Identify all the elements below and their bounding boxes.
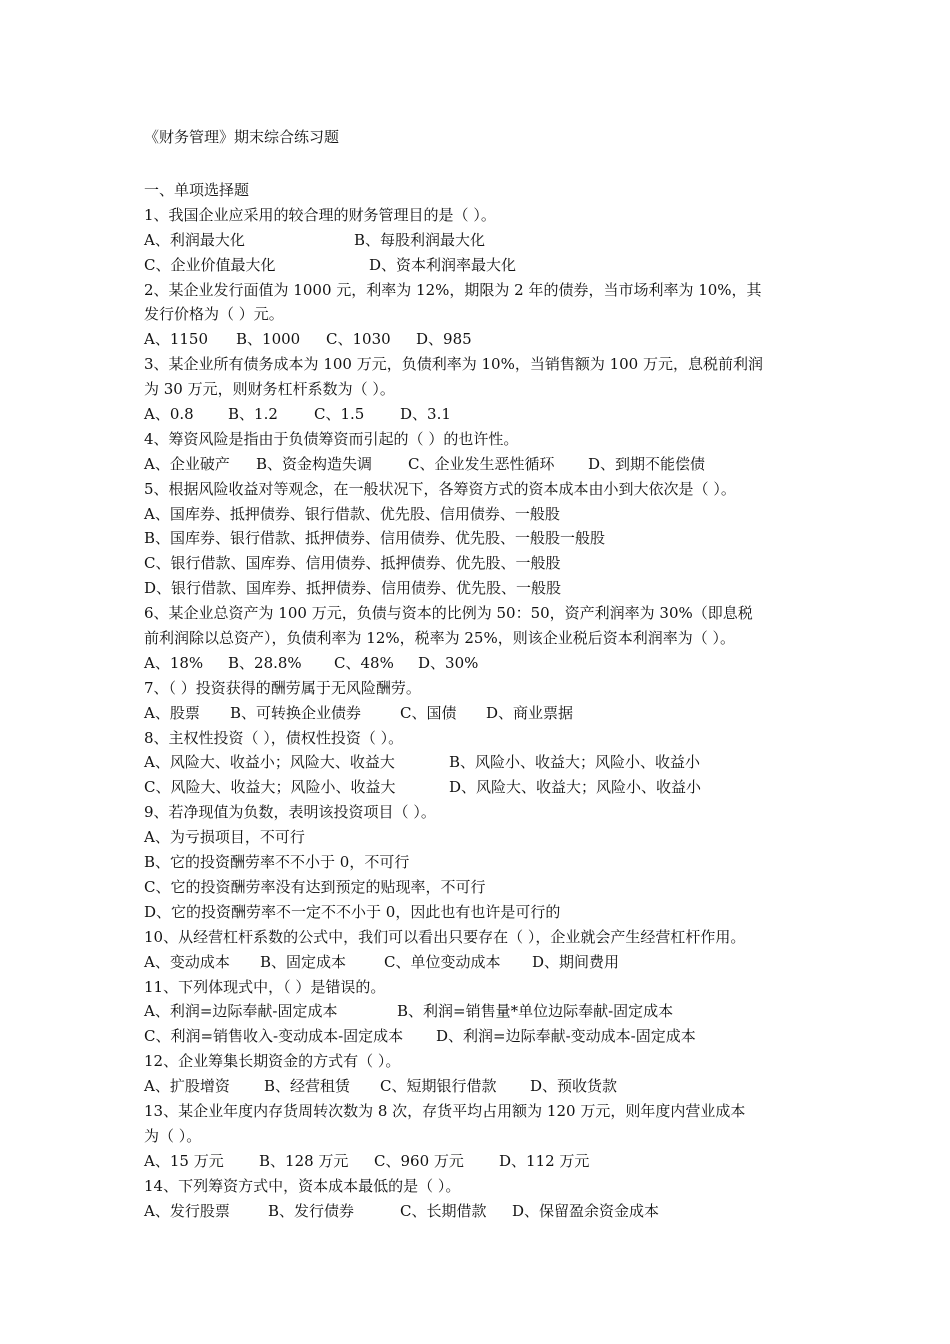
question-5-option-c: C、银行借款、国库券、信用债券、抵押债券、优先股、一般股 [144,554,561,573]
question-8-options-row-1 [144,750,824,775]
question-12-option-c: C、短期银行借款 [380,1077,497,1096]
question-14-option-d: D、保留盈余资金成本 [512,1201,660,1220]
question-3-option-d: D、3.1 [400,405,451,424]
question-8-options-row-2 [144,775,824,800]
question-9-option-d: D、它的投资酬劳率不一定不不小于 0，因此也有也许是可行的 [144,902,561,921]
question-11-option-a: A、利润=边际奉献-固定成本 [144,1002,338,1021]
question-6-option-a: A、18% [144,653,204,672]
question-9-option-c: C、它的投资酬劳率没有达到预定的贴现率，不可行 [144,877,486,896]
question-7-option-b: B、可转换企业债券 [230,703,362,722]
question-5-option-b: B、国库券、银行借款、抵押债券、信用债券、优先股、一般股一般股 [144,529,606,548]
question-9-option-a: A、为亏损项目，不可行 [144,828,305,847]
question-8-option-b: B、风险小、收益大；风险小、收益小 [449,753,701,772]
question-6-option-d: D、30% [418,653,479,672]
question-10-option-d: D、期间费用 [532,952,620,971]
question-4-options [144,452,824,477]
question-10-options [144,950,824,975]
question-1-options-row-1 [144,228,824,253]
question-13-stem-line-1: 13、某企业年度内存货周转次数为 8 次，存货平均占用额为 120 万元，则年度内营业成本 [144,1101,746,1120]
question-9-option-b: B、它的投资酬劳率不不小于 0，不可行 [144,853,410,872]
question-6-option-b: B、28.8% [228,653,302,672]
question-14-options [144,1199,824,1224]
question-1-option-c: C、企业价值最大化 [144,255,276,274]
question-3-options [144,402,824,427]
question-13-option-d: D、112 万元 [499,1151,590,1170]
question-2-stem-line-1: 2、某企业发行面值为 1000 元，利率为 12%，期限为 2 年的债券，当市场利率为 10%，其 [144,280,762,299]
question-10-option-a: A、变动成本 [144,952,230,971]
question-3-option-a: A、0.8 [144,405,194,424]
question-11-option-b: B、利润=销售量*单位边际奉献-固定成本 [397,1002,674,1021]
question-1-option-d: D、资本利润率最大化 [369,255,517,274]
question-14-stem: 14、下列筹资方式中，资本成本最低的是（ ）。 [144,1176,461,1195]
question-11-options-row-2 [144,1024,824,1049]
question-11-stem: 11、下列体现式中，（ ）是错误的。 [144,977,386,996]
question-4-stem: 4、筹资风险是指由于负债筹资而引起的（ ）的也许性。 [144,429,519,448]
question-10-stem: 10、从经营杠杆系数的公式中，我们可以看出只要存在（ ），企业就会产生经营杠杆作用。 [144,927,746,946]
question-6-options [144,651,824,676]
question-3-option-c: C、1.5 [314,405,365,424]
document-title: 《财务管理》期末综合练习题 [144,128,340,146]
question-13-option-b: B、128 万元 [259,1151,349,1170]
question-6-stem-line-1: 6、某企业总资产为 100 万元，负债与资本的比例为 50：50，资产利润率为 30%（即息税 [144,604,753,623]
question-3-option-b: B、1.2 [228,405,278,424]
question-2-option-a: A、1150 [144,330,209,349]
question-12-options [144,1074,824,1099]
question-2-option-c: C、1030 [326,330,391,349]
spacer [144,150,824,178]
question-12-stem: 12、企业筹集长期资金的方式有（ ）。 [144,1052,401,1071]
question-9-stem: 9、若净现值为负数，表明该投资项目（ ）。 [144,803,436,822]
question-12-option-a: A、扩股增资 [144,1077,230,1096]
question-13-stem-line-2: 为（ ）。 [144,1126,202,1145]
question-1-options-row-2 [144,253,824,278]
document-body [144,124,824,1223]
question-7-option-c: C、国债 [400,703,457,722]
question-3-stem-line-1: 3、某企业所有债务成本为 100 万元，负债利率为 10%，当销售额为 100 万元，息税前利润 [144,355,763,374]
question-4-option-d: D、到期不能偿债 [588,454,706,473]
question-1-option-a: A、利润最大化 [144,230,245,249]
question-13-option-c: C、960 万元 [374,1151,464,1170]
question-4-option-a: A、企业破产 [144,454,230,473]
question-11-options-row-1 [144,999,824,1024]
question-7-option-d: D、商业票据 [486,703,574,722]
question-11-option-d: D、利润=边际奉献-变动成本-固定成本 [436,1027,696,1046]
question-2-stem-line-2: 发行价格为（ ）元。 [144,305,284,324]
question-1-stem: 1、我国企业应采用的较合理的财务管理目的是（ ）。 [144,205,496,224]
question-6-option-c: C、48% [334,653,394,672]
question-10-option-b: B、固定成本 [260,952,347,971]
question-8-option-d: D、风险大、收益大；风险小、收益小 [449,778,702,797]
question-5-option-d: D、银行借款、国库券、抵押债券、信用债券、优先股、一般股 [144,579,562,598]
question-5-option-a: A、国库券、抵押债券、银行借款、优先股、信用债券、一般股 [144,504,560,523]
question-1-option-b: B、每股利润最大化 [354,230,486,249]
question-8-stem: 8、主权性投资（ ），债权性投资（ ）。 [144,728,404,747]
question-2-options [144,327,824,352]
question-12-option-d: D、预收货款 [530,1077,618,1096]
question-13-options [144,1149,824,1174]
question-14-option-c: C、长期借款 [400,1201,487,1220]
question-11-option-c: C、利润=销售收入-变动成本-固定成本 [144,1027,404,1046]
section-heading: 一、单项选择题 [144,181,250,199]
question-2-option-d: D、985 [416,330,472,349]
question-7-options [144,701,824,726]
question-8-option-a: A、风险大、收益小；风险大、收益大 [144,753,395,772]
question-10-option-c: C、单位变动成本 [384,952,501,971]
question-4-option-b: B、资金构造失调 [256,454,373,473]
question-8-option-c: C、风险大、收益大；风险小、收益大 [144,778,396,797]
question-3-stem-line-2: 为 30 万元，则财务杠杆系数为（ ）。 [144,380,395,399]
question-5-stem: 5、根据风险收益对等观念，在一般状况下，各筹资方式的资本成本由小到大依次是（ ）。 [144,479,736,498]
question-2-option-b: B、1000 [236,330,301,349]
question-14-option-a: A、发行股票 [144,1201,230,1220]
question-12-option-b: B、经营租赁 [264,1077,351,1096]
question-14-option-b: B、发行债券 [268,1201,355,1220]
question-7-option-a: A、股票 [144,703,200,722]
question-4-option-c: C、企业发生恶性循环 [408,454,555,473]
question-6-stem-line-2: 前利润除以总资产），负债利率为 12%，税率为 25%，则该企业税后资本利润率为（ ）。 [144,629,735,648]
question-7-stem: 7、（ ）投资获得的酬劳属于无风险酬劳。 [144,678,421,697]
question-13-option-a: A、15 万元 [144,1151,224,1170]
